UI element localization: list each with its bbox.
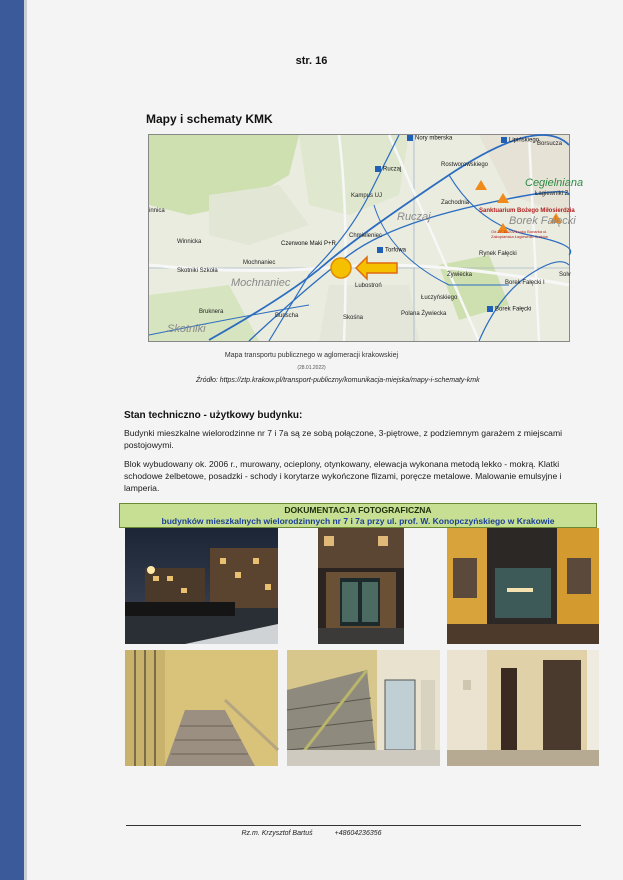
map-label-lagiewniki: Łagiewniki Z	[535, 191, 569, 197]
map-label-mochnaniec-district: Mochnaniec	[231, 277, 291, 289]
photo-entrance-gate	[447, 528, 599, 644]
map-label-winnicka: Winnicka	[177, 239, 202, 245]
photo-corridor-doors	[447, 650, 599, 766]
map-label-zywiecka: Żywiecka	[447, 272, 473, 278]
map-label-kampus: Kampus UJ	[351, 193, 383, 199]
footer-author: Rz.m. Krzysztof Bartuś	[241, 830, 313, 837]
map-source: Źródło: https://ztp.krakow.pl/transport-publiczny/komunikacja-miejska/mapy-i-schematy-kmk	[196, 377, 480, 384]
footer	[0, 830, 623, 837]
map-notice: Od 27.11.2021 roku Bonarka ul. Zakopiańska Łagiewniki Kraków	[491, 229, 548, 239]
transport-map	[148, 134, 584, 342]
photo-staircase-down	[125, 650, 278, 766]
photo-stairwell-hall	[287, 650, 440, 766]
map-label-bunscha: Bunscha	[275, 313, 299, 319]
map-label-chmieleniec: Chmieleniec	[349, 233, 383, 239]
map-label-luczynskiego: Łuczyńskiego	[421, 295, 458, 301]
map-route-badges	[281, 219, 351, 220]
condition-title: Stan techniczno - użytkowy budynku:	[124, 410, 303, 421]
photo-entrance-night	[318, 528, 404, 644]
map-label-skotniki-szkola: Skotniki Szkoła	[177, 268, 218, 274]
map-caption: Mapa transportu publicznego w aglomeracji krakowskiej	[224, 352, 399, 359]
banner-title: DOKUMENTACJA FOTOGRAFICZNA	[284, 505, 432, 515]
map-label-bruknera: Bruknera	[199, 309, 224, 315]
map-label-sanktuarium: Sanktuarium Bożego Miłosierdzia	[479, 208, 575, 214]
map-stop-norymberska: Nory mberska	[407, 135, 452, 142]
map-date: (28.01.2022)	[297, 365, 326, 371]
map-label-zachodnia: Zachodnia	[441, 200, 470, 206]
map-label-skosna: Skośna	[343, 315, 364, 321]
map-label-ruczaj-district: Ruczaj	[397, 211, 431, 223]
map-label-rynek-falecki: Rynek Fałęcki	[479, 251, 517, 257]
map-stop-borek-falecki: Borek Fałęcki	[487, 306, 531, 313]
map-stop-ruczaj: Ruczaj	[375, 166, 401, 173]
map-label-rostworowskiego: Rostworowskiego	[441, 162, 489, 168]
banner-subtitle: budynków mieszkalnych wielorodzinnych nr 7 i 7a przy ul. prof. W. Konopczyńskiego w Krakowie	[161, 516, 555, 526]
map-label-borek-district: Borek Fałęcki	[509, 215, 576, 227]
photo-exterior-night	[125, 528, 278, 644]
map-stop-czerwone-maki: Czerwone Maki P+R	[281, 241, 336, 247]
map-label-mochnaniec: Mochnaniec	[243, 260, 276, 266]
paragraph-building: Budynki mieszkalne wielorodzinne nr 7 i 7a są ze sobą połączone, 3-piętrowe, z podziemnym garażem z miejscami postojowymi.	[124, 428, 563, 450]
map-label-lubostron: Lubostroń	[355, 283, 382, 289]
map-label-borek-falecki-i: Borek Fałęcki I	[505, 280, 545, 286]
paragraph-construction: Blok wybudowany ok. 2006 r., murowany, ocieplony, otynkowany, elewacja wykonana metodą lekko - mokrą. Klatki schodowe żelbetowe, posadzki - schody i korytarze wykończone flizami, poręcze metalowe. Malowanie emulsyjne i lamperia.	[124, 459, 562, 493]
section-title: Mapy i schematy KMK	[146, 112, 273, 126]
binder-edge	[0, 0, 24, 880]
footer-rule	[126, 825, 581, 826]
map-label-borsucza: Borsucza	[537, 141, 563, 147]
footer-phone: +48604236356	[334, 830, 382, 837]
map-label-polana-zywiecka: Polana Żywiecka	[401, 311, 447, 317]
photo-documentation-banner	[119, 503, 597, 528]
map-label-skotniki-district: Skotniki	[167, 323, 206, 335]
map-label-solv: Solv	[559, 272, 571, 278]
map-label-winnica-edge: innica	[149, 208, 165, 214]
page-number: str. 16	[295, 55, 328, 67]
map-label-cegielniana: Cegielniana	[525, 177, 584, 189]
binder-edge-shadow	[24, 0, 27, 880]
map-stop-torfowa: Torfowa	[377, 247, 406, 254]
map-stop-lipinskiego: Lipińskiego	[501, 137, 539, 144]
